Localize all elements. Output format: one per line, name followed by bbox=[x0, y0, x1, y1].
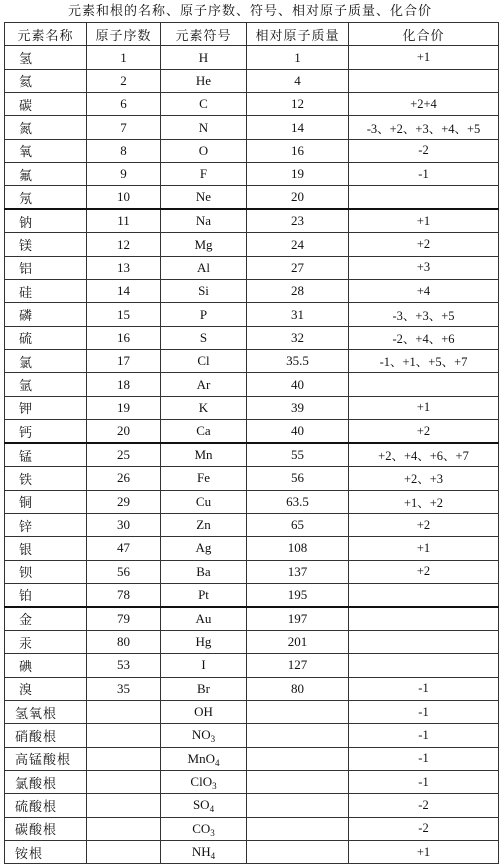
cell-number: 20 bbox=[87, 420, 161, 444]
cell-name: 银 bbox=[5, 537, 87, 560]
cell-symbol: Ca bbox=[161, 420, 247, 444]
cell-mass: 39 bbox=[247, 396, 349, 419]
cell-valence: -1 bbox=[349, 700, 499, 723]
cell-name: 铵根 bbox=[5, 840, 87, 863]
cell-symbol: H bbox=[161, 46, 247, 69]
cell-number: 47 bbox=[87, 537, 161, 560]
table-row bbox=[5, 350, 499, 373]
cell-number: 30 bbox=[87, 513, 161, 536]
symbol-text: MnO bbox=[187, 750, 215, 766]
table-row bbox=[5, 654, 499, 677]
cell-number bbox=[87, 840, 161, 863]
cell-mass: 23 bbox=[247, 209, 349, 233]
table-row bbox=[5, 209, 499, 233]
cell-symbol: K bbox=[161, 396, 247, 419]
cell-valence: +2、+4、+6、+7 bbox=[349, 443, 499, 467]
table-row bbox=[5, 490, 499, 513]
cell-symbol: Mg bbox=[161, 233, 247, 256]
table-row bbox=[5, 513, 499, 536]
table-row bbox=[5, 537, 499, 560]
cell-name: 汞 bbox=[5, 630, 87, 653]
symbol-subscript: 4 bbox=[210, 851, 216, 862]
cell-mass: 35.5 bbox=[247, 350, 349, 373]
cell-name: 硫酸根 bbox=[5, 794, 87, 817]
cell-valence: +1 bbox=[349, 209, 499, 233]
cell-symbol: Br bbox=[161, 677, 247, 700]
cell-number: 18 bbox=[87, 373, 161, 396]
table-row bbox=[5, 46, 499, 69]
cell-number: 19 bbox=[87, 396, 161, 419]
cell-mass: 1 bbox=[247, 46, 349, 69]
cell-name: 氩 bbox=[5, 373, 87, 396]
cell-symbol: Au bbox=[161, 607, 247, 631]
cell-number: 15 bbox=[87, 303, 161, 326]
cell-valence: +2+4 bbox=[349, 93, 499, 116]
cell-number: 11 bbox=[87, 209, 161, 233]
cell-symbol: Cu bbox=[161, 490, 247, 513]
cell-valence bbox=[349, 607, 499, 631]
cell-number: 7 bbox=[87, 116, 161, 139]
symbol-text: NH bbox=[191, 844, 211, 860]
cell-name: 氯 bbox=[5, 350, 87, 373]
table-row bbox=[5, 373, 499, 396]
cell-mass: 65 bbox=[247, 513, 349, 536]
cell-symbol: He bbox=[161, 69, 247, 92]
symbol-subscript: 4 bbox=[214, 757, 220, 768]
cell-number: 56 bbox=[87, 560, 161, 583]
cell-symbol: Fe bbox=[161, 467, 247, 490]
cell-symbol: N bbox=[161, 116, 247, 139]
cell-valence: +4 bbox=[349, 280, 499, 303]
cell-valence bbox=[349, 69, 499, 92]
cell-name: 氮 bbox=[5, 116, 87, 139]
cell-name: 碘 bbox=[5, 654, 87, 677]
cell-symbol: Mn bbox=[161, 443, 247, 467]
table-row bbox=[5, 677, 499, 700]
table-row bbox=[5, 116, 499, 139]
symbol-text: CO bbox=[192, 820, 211, 836]
cell-valence bbox=[349, 373, 499, 396]
cell-valence: +2 bbox=[349, 513, 499, 536]
symbol-subscript: 3 bbox=[210, 827, 215, 838]
cell-name: 铁 bbox=[5, 467, 87, 490]
table-row bbox=[5, 69, 499, 92]
cell-symbol: I bbox=[161, 654, 247, 677]
cell-name: 钾 bbox=[5, 396, 87, 419]
cell-mass bbox=[247, 724, 349, 747]
table-row bbox=[5, 607, 499, 631]
cell-name: 氦 bbox=[5, 69, 87, 92]
cell-mass: 201 bbox=[247, 630, 349, 653]
cell-valence: -1 bbox=[349, 747, 499, 770]
table-row bbox=[5, 840, 499, 863]
cell-symbol: Ne bbox=[161, 186, 247, 210]
cell-mass: 197 bbox=[247, 607, 349, 631]
cell-valence: +1 bbox=[349, 537, 499, 560]
cell-valence: -2、+4、+6 bbox=[349, 326, 499, 349]
cell-number: 12 bbox=[87, 233, 161, 256]
cell-name: 钡 bbox=[5, 560, 87, 583]
cell-mass: 31 bbox=[247, 303, 349, 326]
cell-name: 溴 bbox=[5, 677, 87, 700]
table-row bbox=[5, 794, 499, 817]
cell-number: 2 bbox=[87, 69, 161, 92]
cell-symbol bbox=[161, 817, 247, 840]
table-row bbox=[5, 303, 499, 326]
cell-number: 10 bbox=[87, 186, 161, 210]
cell-valence: +1 bbox=[349, 396, 499, 419]
cell-mass: 80 bbox=[247, 677, 349, 700]
cell-valence: +3 bbox=[349, 256, 499, 279]
cell-symbol: Hg bbox=[161, 630, 247, 653]
cell-valence: -3、+3、+5 bbox=[349, 303, 499, 326]
cell-valence: +1 bbox=[349, 46, 499, 69]
table-row bbox=[5, 326, 499, 349]
cell-valence: -1 bbox=[349, 677, 499, 700]
cell-mass bbox=[247, 770, 349, 793]
cell-name: 钠 bbox=[5, 209, 87, 233]
table-row bbox=[5, 256, 499, 279]
table-row bbox=[5, 139, 499, 162]
cell-mass bbox=[247, 747, 349, 770]
table-row bbox=[5, 420, 499, 444]
cell-mass: 20 bbox=[247, 186, 349, 210]
cell-number: 14 bbox=[87, 280, 161, 303]
cell-valence bbox=[349, 654, 499, 677]
symbol-subscript: 4 bbox=[209, 804, 215, 815]
cell-mass: 28 bbox=[247, 280, 349, 303]
cell-mass: 56 bbox=[247, 467, 349, 490]
table-row bbox=[5, 560, 499, 583]
cell-symbol: Ar bbox=[161, 373, 247, 396]
cell-number: 16 bbox=[87, 326, 161, 349]
cell-mass: 4 bbox=[247, 69, 349, 92]
cell-name: 铂 bbox=[5, 583, 87, 607]
cell-symbol bbox=[161, 724, 247, 747]
cell-valence: -1、+1、+5、+7 bbox=[349, 350, 499, 373]
column-header-symbol: 元素符号 bbox=[161, 23, 247, 46]
symbol-subscript: 3 bbox=[210, 734, 216, 745]
cell-number: 1 bbox=[87, 46, 161, 69]
table-row bbox=[5, 280, 499, 303]
page-title: 元素和根的名称、原子序数、符号、相对原子质量、化合价 bbox=[67, 3, 432, 18]
table-row bbox=[5, 747, 499, 770]
column-header-valence: 化合价 bbox=[349, 23, 499, 46]
cell-number: 6 bbox=[87, 93, 161, 116]
cell-number: 80 bbox=[87, 630, 161, 653]
cell-valence: +2 bbox=[349, 420, 499, 444]
cell-number bbox=[87, 700, 161, 723]
cell-symbol: OH bbox=[161, 700, 247, 723]
cell-number: 29 bbox=[87, 490, 161, 513]
cell-mass bbox=[247, 794, 349, 817]
cell-valence: -1 bbox=[349, 770, 499, 793]
symbol-text: NO bbox=[191, 727, 211, 743]
cell-number bbox=[87, 794, 161, 817]
cell-mass: 24 bbox=[247, 233, 349, 256]
cell-valence: -1 bbox=[349, 724, 499, 747]
cell-name: 硫 bbox=[5, 326, 87, 349]
cell-valence: -2 bbox=[349, 794, 499, 817]
cell-valence: +2、+3 bbox=[349, 467, 499, 490]
cell-mass: 127 bbox=[247, 654, 349, 677]
cell-name: 镁 bbox=[5, 233, 87, 256]
cell-name: 钙 bbox=[5, 420, 87, 444]
cell-number bbox=[87, 817, 161, 840]
cell-number bbox=[87, 770, 161, 793]
cell-name: 锰 bbox=[5, 443, 87, 467]
table-row bbox=[5, 93, 499, 116]
cell-mass: 40 bbox=[247, 373, 349, 396]
cell-symbol: O bbox=[161, 139, 247, 162]
cell-number bbox=[87, 747, 161, 770]
cell-name: 硝酸根 bbox=[5, 724, 87, 747]
cell-symbol: Si bbox=[161, 280, 247, 303]
cell-number: 35 bbox=[87, 677, 161, 700]
column-header-number: 原子序数 bbox=[87, 23, 161, 46]
column-header-name: 元素名称 bbox=[5, 23, 87, 46]
cell-mass: 108 bbox=[247, 537, 349, 560]
cell-number bbox=[87, 724, 161, 747]
cell-name: 氖 bbox=[5, 186, 87, 210]
cell-valence: -3、+2、+3、+4、+5 bbox=[349, 116, 499, 139]
table-row bbox=[5, 817, 499, 840]
cell-symbol: Al bbox=[161, 256, 247, 279]
cell-number: 53 bbox=[87, 654, 161, 677]
cell-valence: -1 bbox=[349, 163, 499, 186]
cell-mass bbox=[247, 700, 349, 723]
cell-valence: +1、+2 bbox=[349, 490, 499, 513]
cell-symbol: Ba bbox=[161, 560, 247, 583]
table-row bbox=[5, 186, 499, 210]
cell-mass bbox=[247, 817, 349, 840]
cell-symbol: Na bbox=[161, 209, 247, 233]
cell-symbol bbox=[161, 794, 247, 817]
cell-valence bbox=[349, 583, 499, 607]
cell-name: 锌 bbox=[5, 513, 87, 536]
cell-number: 8 bbox=[87, 139, 161, 162]
cell-name: 铝 bbox=[5, 256, 87, 279]
cell-valence: -2 bbox=[349, 139, 499, 162]
cell-mass: 19 bbox=[247, 163, 349, 186]
cell-name: 硅 bbox=[5, 280, 87, 303]
cell-mass: 63.5 bbox=[247, 490, 349, 513]
table-row bbox=[5, 163, 499, 186]
table-row bbox=[5, 233, 499, 256]
cell-valence: -2 bbox=[349, 817, 499, 840]
cell-valence: +1 bbox=[349, 840, 499, 863]
cell-mass: 27 bbox=[247, 256, 349, 279]
cell-name: 金 bbox=[5, 607, 87, 631]
cell-name: 氟 bbox=[5, 163, 87, 186]
cell-name: 碳酸根 bbox=[5, 817, 87, 840]
cell-number: 13 bbox=[87, 256, 161, 279]
cell-symbol: Ag bbox=[161, 537, 247, 560]
cell-symbol: Cl bbox=[161, 350, 247, 373]
cell-name: 氯酸根 bbox=[5, 770, 87, 793]
cell-name: 碳 bbox=[5, 93, 87, 116]
cell-symbol: C bbox=[161, 93, 247, 116]
cell-valence bbox=[349, 630, 499, 653]
element-table bbox=[4, 22, 499, 864]
cell-valence: +2 bbox=[349, 560, 499, 583]
cell-number: 17 bbox=[87, 350, 161, 373]
cell-name: 高锰酸根 bbox=[5, 747, 87, 770]
cell-mass bbox=[247, 840, 349, 863]
table-row bbox=[5, 467, 499, 490]
cell-symbol: Pt bbox=[161, 583, 247, 607]
cell-mass: 137 bbox=[247, 560, 349, 583]
table-row bbox=[5, 396, 499, 419]
header-row bbox=[5, 23, 499, 46]
cell-number: 25 bbox=[87, 443, 161, 467]
symbol-text: SO bbox=[192, 797, 210, 813]
cell-symbol: S bbox=[161, 326, 247, 349]
table-row bbox=[5, 724, 499, 747]
cell-number: 78 bbox=[87, 583, 161, 607]
cell-number: 26 bbox=[87, 467, 161, 490]
table-body bbox=[5, 46, 499, 864]
cell-mass: 40 bbox=[247, 420, 349, 444]
cell-mass: 14 bbox=[247, 116, 349, 139]
cell-mass: 32 bbox=[247, 326, 349, 349]
cell-mass: 12 bbox=[247, 93, 349, 116]
cell-number: 79 bbox=[87, 607, 161, 631]
table-row bbox=[5, 630, 499, 653]
cell-symbol bbox=[161, 840, 247, 863]
cell-mass: 16 bbox=[247, 139, 349, 162]
cell-number: 9 bbox=[87, 163, 161, 186]
cell-valence: +2 bbox=[349, 233, 499, 256]
cell-symbol: F bbox=[161, 163, 247, 186]
table-row bbox=[5, 700, 499, 723]
table-row bbox=[5, 583, 499, 607]
cell-name: 磷 bbox=[5, 303, 87, 326]
cell-mass: 195 bbox=[247, 583, 349, 607]
cell-name: 氢 bbox=[5, 46, 87, 69]
cell-name: 氢氧根 bbox=[5, 700, 87, 723]
symbol-subscript: 3 bbox=[212, 781, 217, 792]
table-row bbox=[5, 443, 499, 467]
cell-symbol bbox=[161, 770, 247, 793]
cell-symbol: Zn bbox=[161, 513, 247, 536]
cell-name: 氧 bbox=[5, 139, 87, 162]
cell-symbol: P bbox=[161, 303, 247, 326]
table-row bbox=[5, 770, 499, 793]
cell-mass: 55 bbox=[247, 443, 349, 467]
cell-name: 铜 bbox=[5, 490, 87, 513]
cell-symbol bbox=[161, 747, 247, 770]
column-header-mass: 相对原子质量 bbox=[247, 23, 349, 46]
symbol-text: ClO bbox=[190, 774, 213, 790]
cell-valence bbox=[349, 186, 499, 210]
